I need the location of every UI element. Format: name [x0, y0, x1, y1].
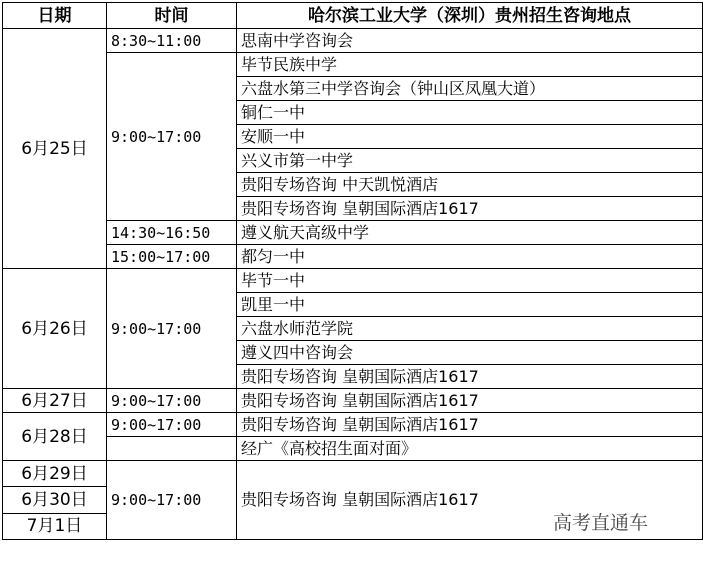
place-cell: 遵义航天高级中学	[237, 221, 703, 245]
place-cell: 兴义市第一中学	[237, 149, 703, 173]
date-cell: 6月30日	[3, 487, 106, 513]
date-cell: 6月26日	[3, 269, 107, 389]
table-row	[3, 389, 703, 413]
table-row	[3, 53, 703, 77]
time-cell: 9:00~17:00	[107, 461, 237, 540]
header-place: 哈尔滨工业大学（深圳）贵州招生咨询地点	[237, 3, 703, 29]
date-cell: 6月27日	[3, 389, 107, 413]
table-row	[3, 413, 703, 437]
date-cell: 7月1日	[26, 516, 83, 537]
table-row	[3, 245, 703, 269]
place-cell: 铜仁一中	[237, 101, 703, 125]
place-cell: 六盘水师范学院	[237, 317, 703, 341]
table-row	[3, 29, 703, 53]
place-cell: 毕节民族中学	[237, 53, 703, 77]
time-cell: 15:00~17:00	[107, 245, 237, 269]
date-cell: 6月29日	[3, 461, 106, 487]
place-cell: 都匀一中	[237, 245, 703, 269]
time-cell: 14:30~16:50	[107, 221, 237, 245]
time-cell: 9:00~17:00	[107, 413, 237, 437]
watermark-text: 高考直通车	[553, 512, 649, 534]
place-cell: 贵阳专场咨询 皇朝国际酒店1617	[237, 197, 703, 221]
table-row	[3, 437, 703, 461]
place-cell: 遵义四中咨询会	[237, 341, 703, 365]
place-cell: 毕节一中	[237, 269, 703, 293]
place-cell: 六盘水第三中学咨询会（钟山区凤凰大道）	[237, 77, 703, 101]
place-cell: 贵阳专场咨询 中天凯悦酒店	[237, 173, 703, 197]
place-cell: 贵阳专场咨询 皇朝国际酒店1617	[237, 461, 703, 540]
header-row	[3, 3, 703, 29]
time-cell: 9:00~17:00	[107, 389, 237, 413]
place-cell: 思南中学咨询会	[237, 29, 703, 53]
place-cell: 贵阳专场咨询 皇朝国际酒店1617	[237, 365, 703, 389]
place-cell: 经广《高校招生面对面》	[237, 437, 703, 461]
header-time: 时间	[107, 3, 237, 29]
time-cell-empty	[107, 437, 237, 461]
date-cell: 6月25日	[3, 29, 107, 269]
table-row	[3, 221, 703, 245]
date-cell-group	[3, 461, 107, 540]
place-cell: 安顺一中	[237, 125, 703, 149]
place-cell: 贵阳专场咨询 皇朝国际酒店1617	[237, 389, 703, 413]
time-cell: 8:30~11:00	[107, 29, 237, 53]
place-cell: 贵阳专场咨询 皇朝国际酒店1617	[237, 413, 703, 437]
date-cell: 6月28日	[3, 413, 107, 461]
time-cell: 9:00~17:00	[107, 269, 237, 389]
time-cell: 9:00~17:00	[107, 53, 237, 221]
header-date: 日期	[3, 3, 107, 29]
schedule-table	[2, 2, 703, 540]
place-cell: 凯里一中	[237, 293, 703, 317]
table-row	[3, 269, 703, 293]
